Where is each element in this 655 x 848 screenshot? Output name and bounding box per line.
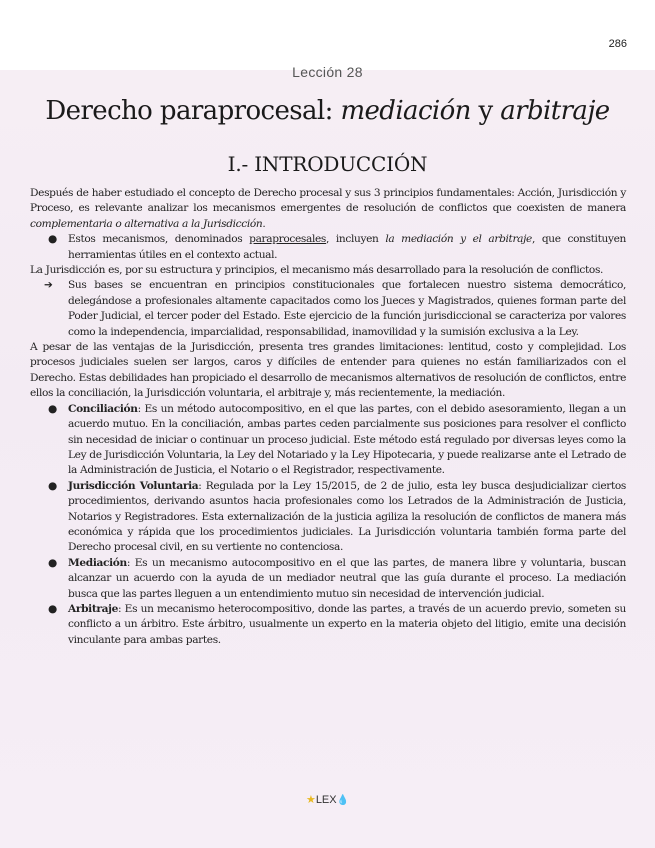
paragraph-intro-end: .	[262, 217, 266, 230]
arrow-text: Sus bases se encuentran en principios constitucionales que fortalecen nuestro sistema democrático, delegándose a profesionales altamente capacitados como los Jueces y Magistrados, quienes forman parte del Poder Judicial, el tercer poder del Estado. Este ejercicio de la función jurisdiccional se caracteriza por valores como la independencia, imparcialidad, responsabilidad, inamovilidad y la sumisión exclusiva a la Ley.	[68, 279, 626, 338]
text-jurisdiccion-voluntaria: : Regulada por la Ley 15/2015, de 2 de julio, esta ley busca desjudicializar ciertos procedimientos, derivando asuntos hacia profesionales como los Letrados de la Administración de Justicia, Notarios y Registradores. Esta externalización de la justicia agiliza la resolución de conflictos de manera más económica y rápida que los procedimientos judiciales. La Jurisdicción voluntaria también forma parte del Derecho procesal civil, en su vertiente no contenciosa.	[68, 479, 626, 554]
text-conciliacion: : Es un método autocompositivo, en el que las partes, con el debido asesoramiento, llegan a un acuerdo mutuo. En la conciliación, ambas partes ceden parcialmente sus posiciones para resolver el conflicto sin necesidad de iniciar o continuar un proceso judicial. Este método está regulado por diversas leyes como la Ley de Jurisdicción Voluntaria, la Ley del Notariado y la Ley Hipotecaria, y puede realizarse ante el Letrado de la Administración de Justicia, el Notario o el Registrador, respectivamente.	[68, 402, 626, 477]
lesson-label: Lección 28	[292, 64, 363, 80]
bullet-icon: ●	[48, 556, 57, 569]
title-italic: mediación	[340, 96, 471, 126]
paragraph-intro	[30, 186, 626, 232]
list-item	[30, 402, 626, 479]
bullet-icon: ●	[48, 479, 57, 492]
footer-logo	[0, 793, 655, 806]
text-arbitraje: : Es un mecanismo heterocompositivo, donde las partes, a través de un acuerdo previo, someten su conflicto a un árbitro. Este árbitro, usualmente un experto en la materia objeto del litigio, emite una decisión vinculante para ambas partes.	[68, 602, 626, 646]
term-arbitraje: Arbitraje	[68, 602, 118, 615]
list-item	[30, 278, 626, 340]
bullet-icon: ●	[48, 602, 57, 615]
bullet-italic: la mediación y el arbitraje	[385, 233, 532, 246]
bullet-text-b: , incluyen	[326, 233, 386, 246]
page-title	[0, 96, 655, 126]
title-mid: y	[470, 96, 501, 126]
term-mediacion: Mediación	[68, 556, 127, 569]
bullet-list-1	[30, 232, 626, 263]
bullet-underlined: paraprocesales	[249, 233, 326, 246]
bullet-icon: ●	[48, 402, 57, 415]
term-jurisdiccion-voluntaria: Jurisdicción Voluntaria	[68, 479, 199, 492]
list-item	[30, 602, 626, 648]
text-mediacion: : Es un mecanismo autocompositivo en el que las partes, de manera libre y voluntaria, buscan alcanzar un acuerdo con la ayuda de un mediador neutral que las guía durante el proceso. La mediación busca que las partes lleguen a un entendimiento mutuo sin necesidad de intervención judicial.	[68, 556, 626, 600]
drop-icon: 💧	[336, 795, 350, 806]
paragraph-limitaciones: A pesar de las ventajas de la Jurisdicción, presenta tres grandes limitaciones: lentitud, costo y complejidad. Los procesos judiciales suelen ser largos, caros y difíciles de entender para quienes no están familiarizados con el Derecho. Estas debilidades han propiciado el desarrollo de mecanismos alternativos de resolución de conflictos, entre ellos la conciliación, la Jurisdicción voluntaria, el arbitraje y, más recientemente, la mediación.	[30, 341, 626, 400]
list-item	[30, 232, 626, 263]
list-item	[30, 479, 626, 556]
title-main: Derecho paraprocesal:	[45, 96, 341, 126]
arrow-right-icon: ➔	[44, 279, 53, 292]
bullet-icon: ●	[48, 233, 57, 246]
section-heading: I.- INTRODUCCIÓN	[227, 152, 428, 176]
paragraph-intro-text: Después de haber estudiado el concepto de Derecho procesal y sus 3 principios fundamentales: Acción, Jurisdicción y Proceso, es relevante analizar los mecanismos emergentes de resolución de conflictos que coexisten de manera	[30, 187, 626, 215]
bullet-text-a: Estos mecanismos, denominados	[68, 233, 250, 246]
term-conciliacion: Conciliación	[68, 402, 138, 415]
title-italic-2: arbitraje	[500, 96, 610, 126]
document-body	[30, 186, 626, 648]
paragraph-intro-italic: complementaria o alternativa a la Jurisdicción	[30, 217, 263, 230]
bullet-list-2	[30, 402, 626, 649]
bullet-text-c: , que constituyen herramientas útiles en el contexto actual.	[68, 233, 627, 261]
logo-text: LEX	[315, 794, 337, 806]
page-number: 286	[608, 38, 627, 50]
list-item	[30, 556, 626, 602]
arrow-list	[30, 278, 626, 340]
paragraph-jurisdiccion: La Jurisdicción es, por su estructura y principios, el mecanismo más desarrollado para la resolución de conflictos.	[30, 264, 604, 277]
star-icon: ★	[305, 794, 316, 806]
